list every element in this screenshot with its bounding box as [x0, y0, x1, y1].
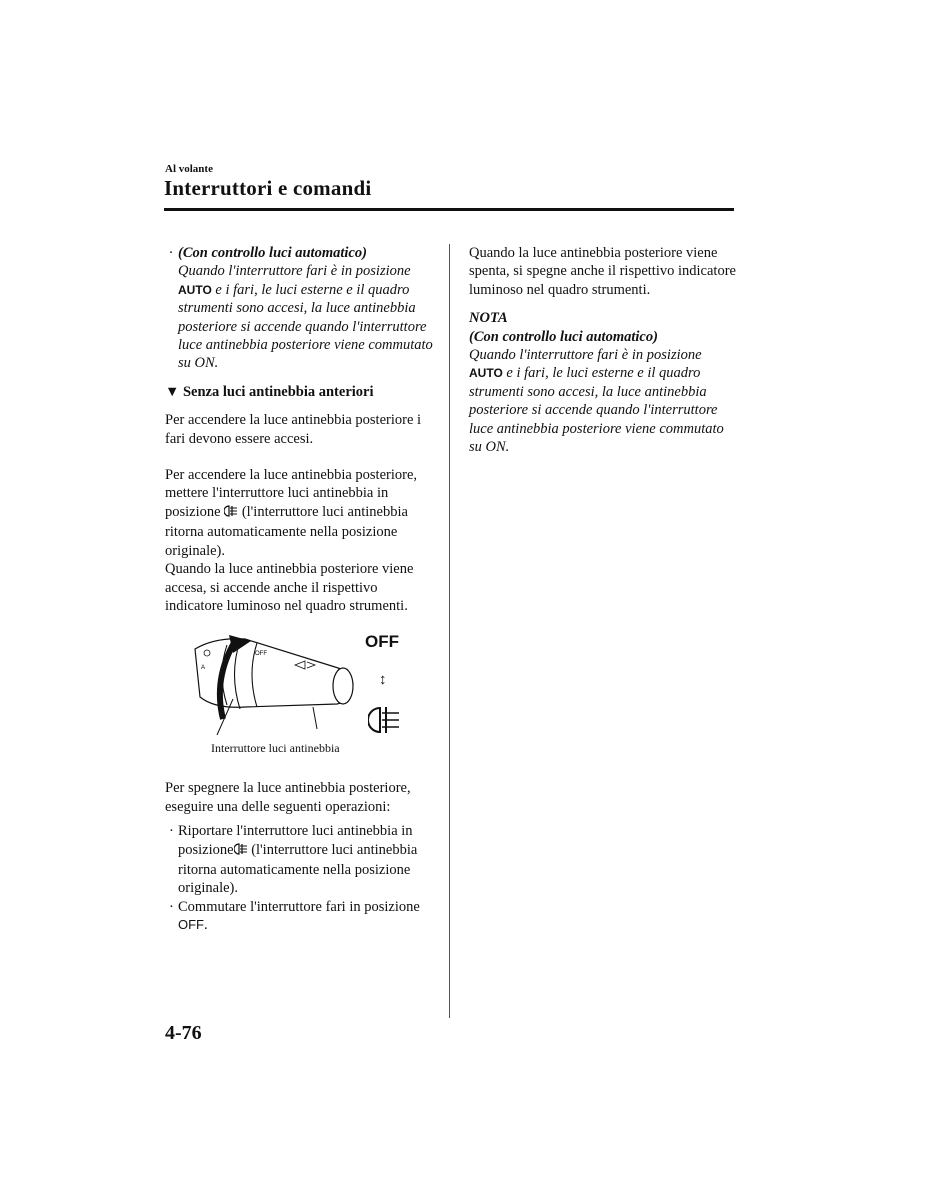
off-bullet-2-b: . — [204, 917, 208, 934]
right-column — [469, 244, 739, 456]
bullet-dot: · — [169, 823, 174, 840]
auto-symbol: AUTO — [469, 366, 503, 381]
off-bullet-1-a: Riportare l'interruttore luci antinebbia in posizione — [178, 823, 413, 858]
subheading-text: Senza luci antinebbia anteriori — [182, 383, 374, 400]
fog-switch-figure — [165, 629, 435, 779]
svg-text:A: A — [201, 665, 206, 672]
off-bullet-2-a: Commutare l'interruttore fari in posizione — [178, 898, 420, 915]
right-paragraph-1: Quando la luce antinebbia posteriore viene spenta, si spegne anche il rispettivo indicatore luminoso nel quadro strumenti. — [469, 245, 736, 298]
section-label: Al volante — [165, 163, 213, 175]
title-rule — [164, 208, 734, 211]
paragraph-2 — [165, 466, 435, 560]
paragraph-4: Per spegnere la luce antinebbia posteriore, eseguire una delle seguenti operazioni: — [165, 780, 411, 815]
off-symbol: OFF — [178, 917, 204, 933]
rear-fog-large-icon — [368, 703, 402, 742]
bullet-dot: · — [169, 898, 174, 915]
nota-heading: (Con controllo luci automatico) — [469, 328, 658, 345]
triangle-down-icon: ▼ — [165, 383, 180, 400]
nota-rest: e i fari, le luci esterne e il quadro strumenti sono accesi, la luce antinebbia posteriore si accende quando l'interruttore luce antinebbia posteriore viene commutato su ON. — [469, 365, 724, 456]
paragraph-2-b: (l'interruttore luci antinebbia ritorna automaticamente nella posizione originale). — [165, 503, 408, 559]
auto-bullet-rest: e i fari, le luci esterne e il quadro strumenti sono accesi, la luce antinebbia posteriore si accende quando l'interruttore luce antinebbia posteriore viene commutato su ON. — [178, 281, 433, 372]
auto-bullet-heading: (Con controllo luci automatico) — [178, 245, 367, 261]
off-bullet-1 — [165, 822, 435, 898]
off-bullet-2 — [165, 898, 435, 935]
nota-body — [469, 346, 739, 456]
paragraph-1: Per accendere la luce antinebbia posteriore i fari devono essere accesi. — [165, 412, 422, 447]
lever-off-text: OFF — [255, 651, 267, 658]
paragraph-2-a: Per accendere la luce antinebbia posteriore, mettere l'interruttore luci antinebbia in posizione — [165, 467, 418, 520]
off-label: OFF — [365, 632, 399, 652]
column-divider — [449, 244, 450, 1018]
nota-label: NOTA — [469, 310, 508, 327]
toggle-arrow-icon: ↕ — [379, 672, 387, 689]
rear-fog-icon — [234, 842, 248, 861]
rear-fog-icon — [224, 504, 238, 523]
lever-illustration — [185, 629, 365, 739]
bullet-dot: · — [169, 245, 173, 261]
page-title: Interruttori e comandi — [164, 176, 372, 200]
auto-bullet-line1: Quando l'interruttore fari è in posizione — [178, 263, 411, 280]
figure-caption: Interruttore luci antinebbia — [211, 741, 340, 756]
page-number: 4-76 — [165, 1022, 202, 1044]
subheading — [165, 383, 435, 401]
auto-bullet — [165, 244, 435, 373]
nota-line1: Quando l'interruttore fari è in posizione — [469, 347, 702, 364]
auto-symbol: AUTO — [178, 282, 212, 297]
paragraph-3: Quando la luce antinebbia posteriore viene accesa, si accende anche il rispettivo indicatore luminoso nel quadro strumenti. — [165, 561, 414, 614]
off-bullet-1-b: (l'interruttore luci antinebbia ritorna automaticamente nella posizione originale). — [178, 841, 418, 897]
left-column — [165, 244, 435, 935]
